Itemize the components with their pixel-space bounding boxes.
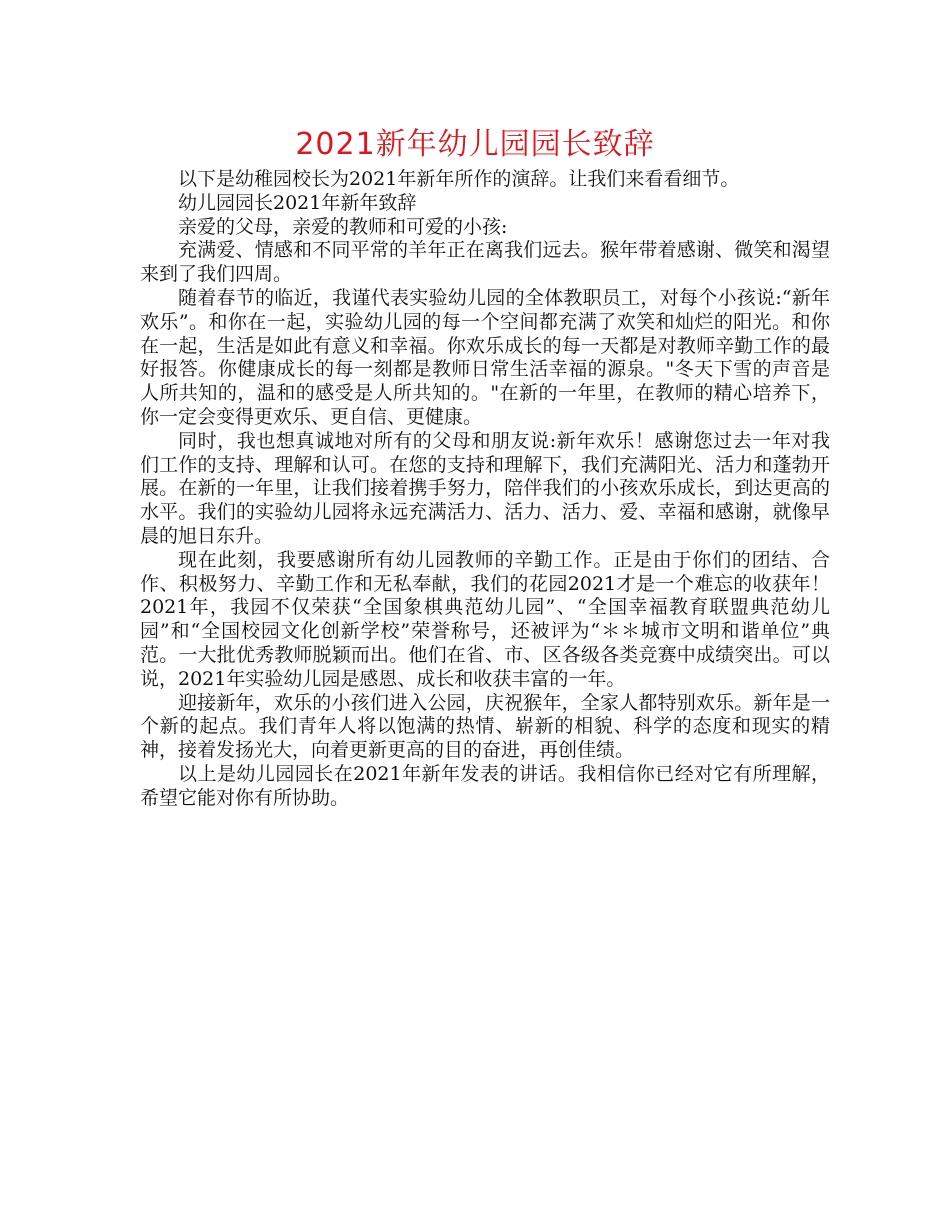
paragraph-greeting: 亲爱的父母，亲爱的教师和可爱的小孩: [178,215,508,238]
paragraph-intro: 以下是幼稚园校长为2021年新年所作的演辞。让我们来看看细节。 [178,168,740,190]
paragraph-new-year: 充满爱、情感和不同平常的羊年正在离我们远去。猴年带着感谢、微笑和渴望来到了我们四周。 [140,239,830,286]
paragraph-to-teachers: 现在此刻，我要感谢所有幼儿园教师的辛勤工作。正是由于你们的团结、合作、积极努力、辛勤工作和无私奉献，我们的花园2021才是一个难忘的收获年！2021年，我园不仅荣获“全国象棋典范幼儿园”、“全国幸福教育联盟典范幼儿园”和“全国校园文化创新学校”荣誉称号，还被评为“＊＊城市文明和谐单位”典范。一大批优秀教师脱颖而出。他们在省、市、区各级各类竞赛中成绩突出。可以说，2021年实验幼儿园是感恩、成长和收获丰富的一年。 [140,548,830,690]
paragraph-closing: 以上是幼儿园园长在2021年新年发表的讲话。我相信你已经对它有所理解，希望它能对你有所协助。 [140,762,830,809]
page-title: 2021新年幼儿园园长致辞 [295,127,655,162]
paragraph-outlook: 迎接新年，欢乐的小孩们进入公园，庆祝猴年，全家人都特别欢乐。新年是一个新的起点。我们青年人将以饱满的热情、崭新的相貌、科学的态度和现实的精神，接着发扬光大，向着更新更高的目的奋进，再创佳绩。 [140,691,830,762]
paragraph-heading: 幼儿园园长2021年新年致辞 [178,191,417,214]
paragraph-to-parents: 同时，我也想真诚地对所有的父母和朋友说:新年欢乐！感谢您过去一年对我们工作的支持、理解和认可。在您的支持和理解下，我们充满阳光、活力和蓬勃开展。在新的一年里，让我们接着携手努力，陪伴我们的小孩欢乐成长，到达更高的水平。我们的实验幼儿园将永远充满活力、活力、活力、爱、幸福和感谢，就像早晨的旭日东升。 [140,429,830,547]
document-body [140,168,830,811]
paragraph-to-children: 随着春节的临近，我谨代表实验幼儿园的全体教职员工，对每个小孩说:“新年欢乐”。和你在一起，实验幼儿园的每一个空间都充满了欢笑和灿烂的阳光。和你在一起，生活是如此有意义和幸福。你欢乐成长的每一天都是对教师辛勤工作的最好报答。你健康成长的每一刻都是教师日常生活幸福的源泉。"冬天下雪的声音是人所共知的，温和的感受是人所共知的。"在新的一年里，在教师的精心培养下，你一定会变得更欢乐、更自信、更健康。 [140,286,830,428]
